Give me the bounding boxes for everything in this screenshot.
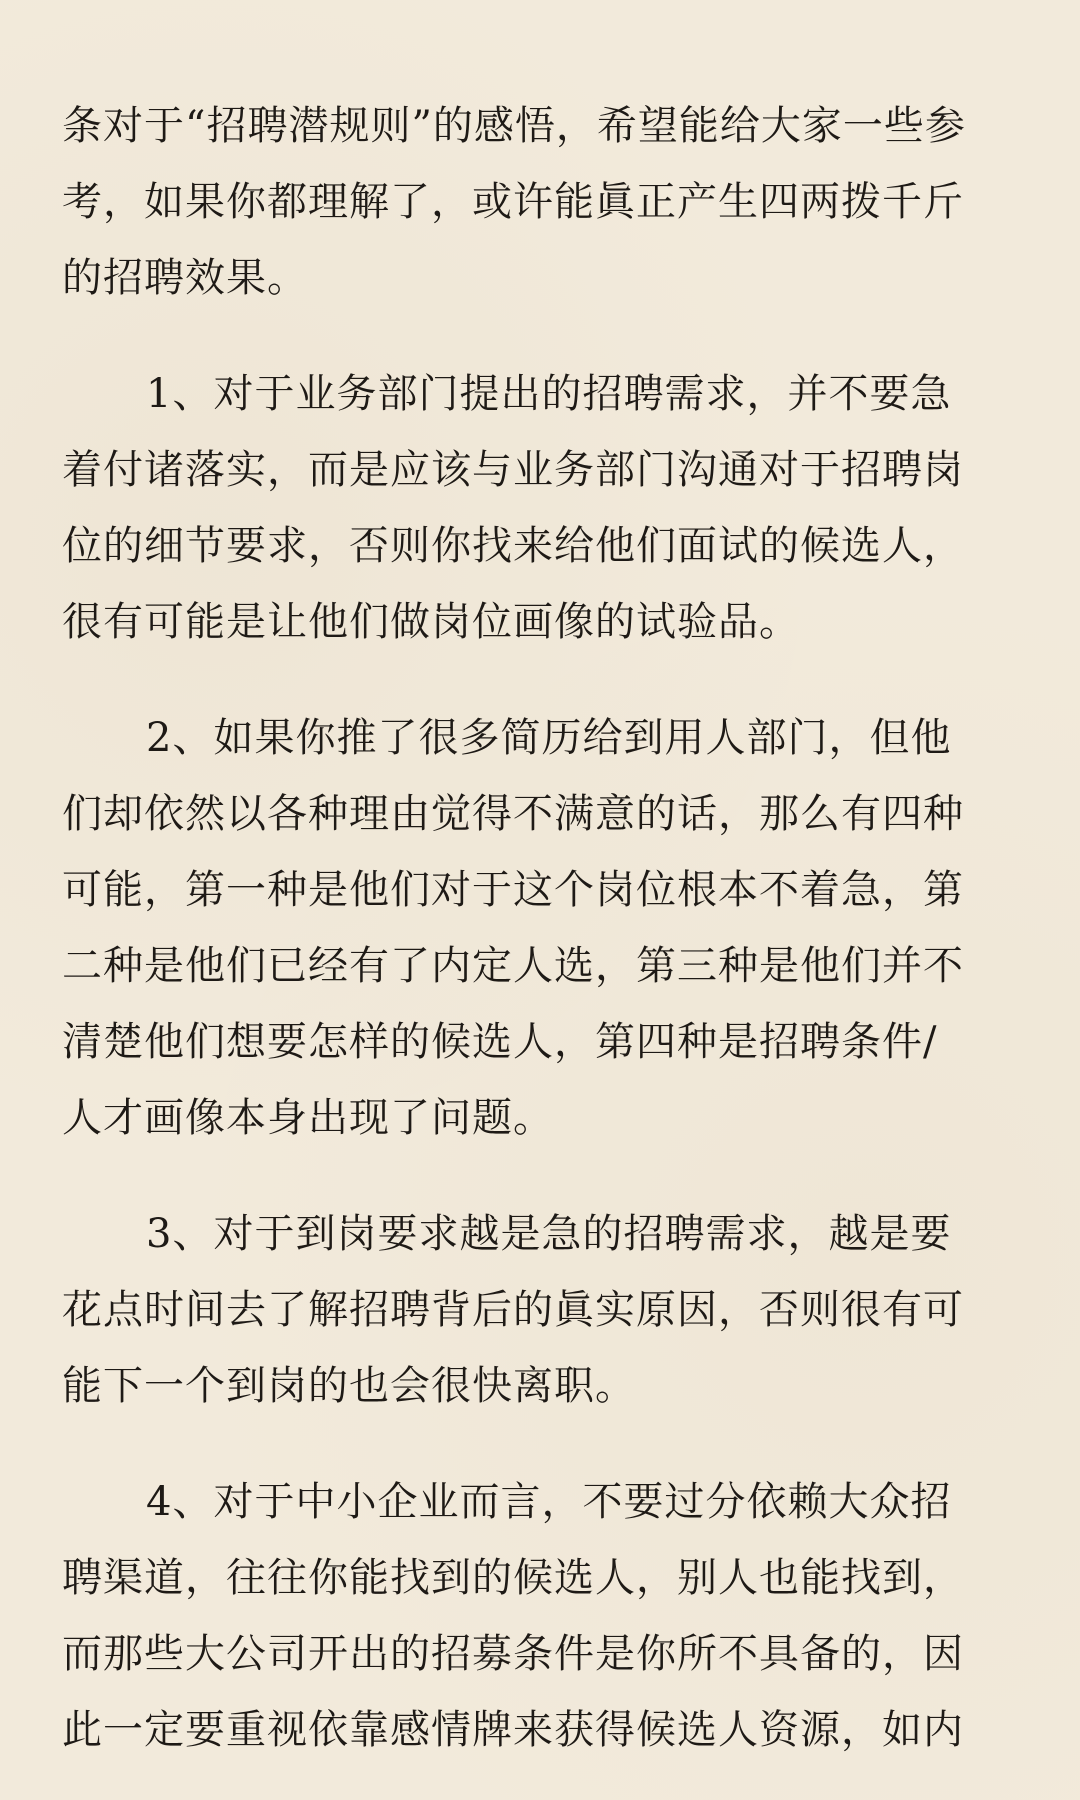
text-line: 1、对于业务部门提出的招聘需求，并不要急 — [146, 371, 952, 417]
text-line: 位的细节要求，否则你找来给他们面试的候选人， — [62, 523, 964, 569]
text-line: 可能，第一种是他们对于这个岗位根本不着急，第 — [62, 867, 964, 913]
text-line: 很有可能是让他们做岗位画像的试验品。 — [62, 599, 800, 645]
text-line: 的招聘效果。 — [62, 255, 308, 301]
text-line: 条对于“招聘潜规则”的感悟，希望能给大家一些参 — [62, 103, 966, 149]
text-line: 能下一个到岗的也会很快离职。 — [62, 1363, 636, 1409]
text-line: 而那些大公司开出的招募条件是你所不具备的，因 — [62, 1631, 964, 1677]
text-line: 2、如果你推了很多简历给到用人部门，但他 — [146, 715, 952, 761]
paragraph-point-3 — [62, 1196, 1020, 1424]
text-line: 们却依然以各种理由觉得不满意的话，那么有四种 — [62, 791, 964, 837]
paragraph-point-1 — [62, 356, 1020, 660]
paragraph-point-4 — [62, 1464, 1020, 1768]
text-line: 3、对于到岗要求越是急的招聘需求，越是要 — [146, 1211, 952, 1257]
text-line: 此一定要重视依靠感情牌来获得候选人资源，如内 — [62, 1707, 964, 1753]
paragraph-intro — [62, 88, 1020, 316]
text-line: 二种是他们已经有了内定人选，第三种是他们并不 — [62, 943, 964, 989]
text-line: 清楚他们想要怎样的候选人，第四种是招聘条件/ — [62, 1019, 938, 1065]
text-line: 考，如果你都理解了，或许能眞正产生四两拨千斤 — [62, 179, 964, 225]
text-line: 花点时间去了解招聘背后的眞实原因，否则很有可 — [62, 1287, 964, 1333]
text-line: 着付诸落实，而是应该与业务部门沟通对于招聘岗 — [62, 447, 964, 493]
text-line: 人才画像本身出现了问题。 — [62, 1095, 554, 1141]
text-line: 4、对于中小企业而言，不要过分依赖大众招 — [146, 1479, 952, 1525]
text-line: 聘渠道，往往你能找到的候选人，别人也能找到， — [62, 1555, 964, 1601]
paragraph-point-2 — [62, 700, 1020, 1156]
